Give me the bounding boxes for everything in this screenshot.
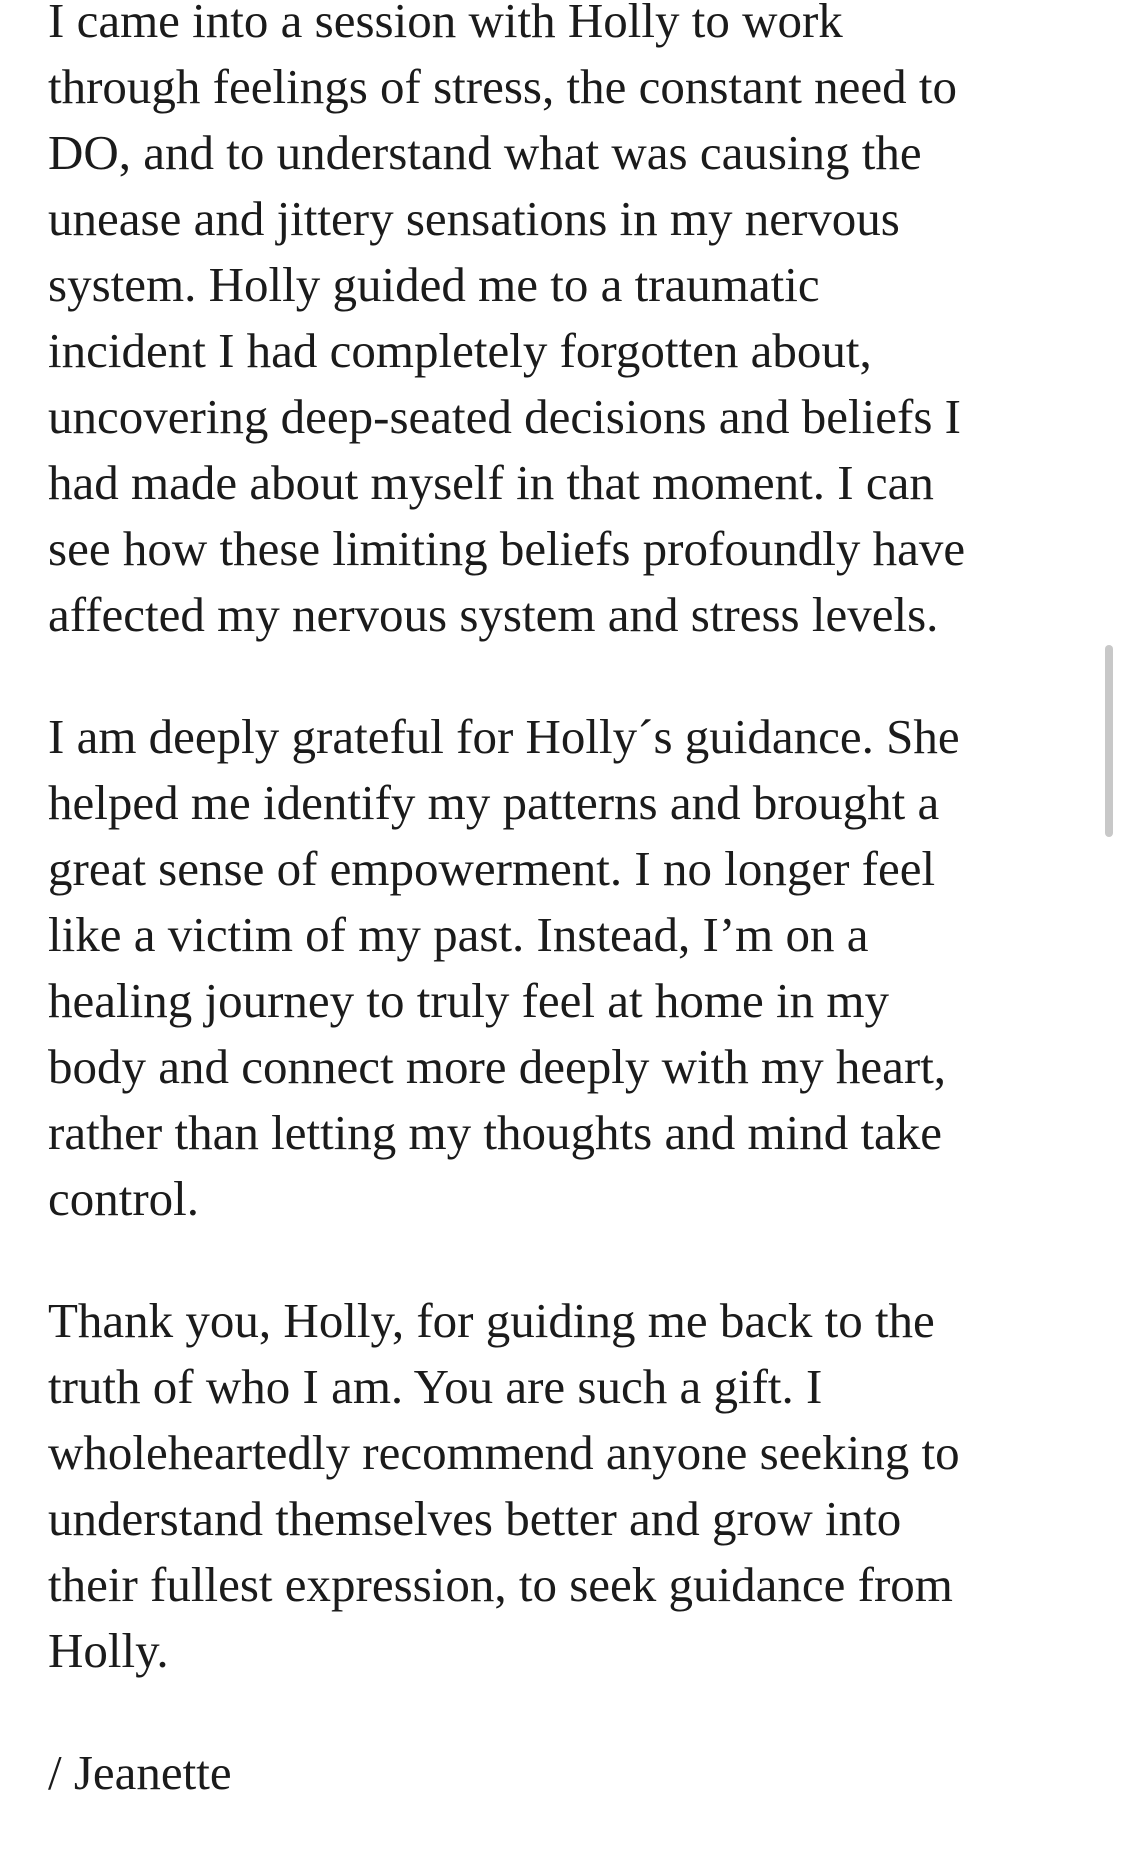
testimonial-paragraph-3: Thank you, Holly, for guiding me back to the truth of who I am. You are such a gift. I wholeheartedly recommend anyone seeking to understand themselves better and grow into their fullest expression, to seek guidance from Holly. xyxy=(48,1293,960,1678)
testimonial-paragraph-1: I came into a session with Holly to work through feelings of stress, the constant need to DO, and to understand what was causing the unease and jittery sensations in my nervous system. Holly guided me to a traumatic incident I had completely forgotten about, uncovering deep-seated decisions and beliefs I had made about myself in that moment. I can see how these limiting beliefs profoundly have affected my nervous system and stress levels. xyxy=(48,0,966,642)
testimonial-paragraph-2: I am deeply grateful for Holly´s guidance. She helped me identify my patterns and brought a great sense of empowerment. I no longer feel like a victim of my past. Instead, I’m on a healing journey to truly feel at home in my body and connect more deeply with my heart, rather than letting my thoughts and mind take control. xyxy=(48,709,960,1226)
scrollbar-thumb[interactable] xyxy=(1105,645,1113,837)
scrollbar[interactable] xyxy=(1111,0,1125,1841)
testimonial-signature: / Jeanette xyxy=(48,1745,232,1800)
testimonial-text xyxy=(48,0,1088,1862)
